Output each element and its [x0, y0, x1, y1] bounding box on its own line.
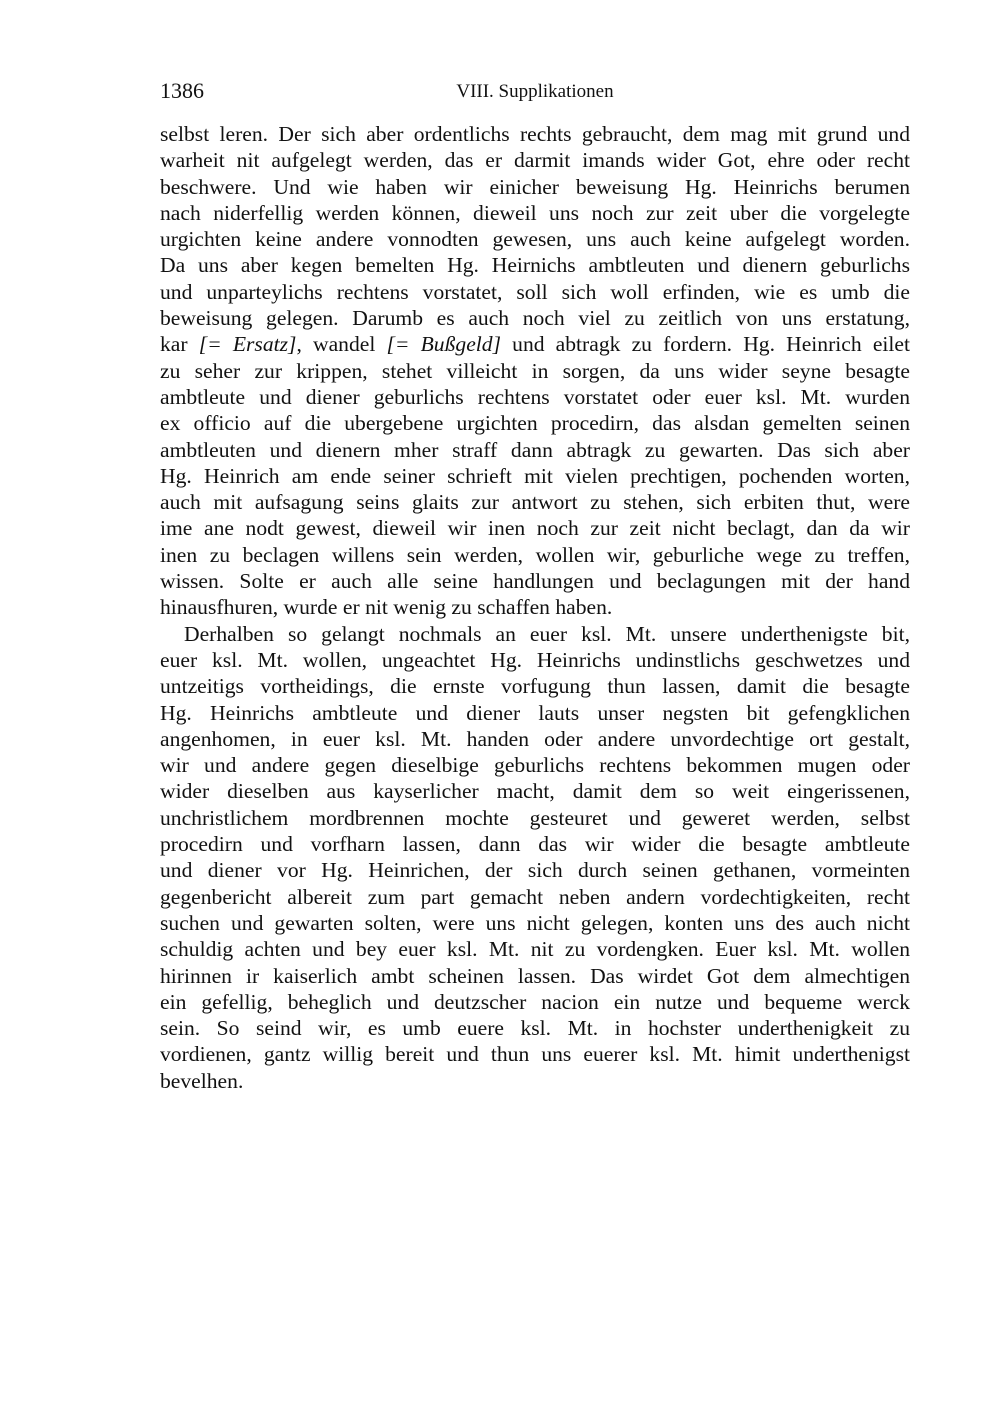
text-line: ein gefellig, beheglich und deutzscher nacion ein nutze und bequeme werck [160, 989, 910, 1014]
text-line: nach niderfellig werden können, dieweil uns noch zur zeit uber die vorgelegte [160, 200, 910, 225]
text-line: schuldig achten und bey euer ksl. Mt. nit zu vordengken. Euer ksl. Mt. wollen [160, 937, 910, 962]
text-line: procedirn und vorfharn lassen, dann das wir wider die besagte ambtleute [160, 832, 910, 857]
body-text [160, 121, 910, 1094]
page-header [160, 78, 910, 108]
running-title: VIII. Supplikationen [456, 81, 614, 102]
text-line: warheit nit aufgelegt werden, das er darmit imands wider Got, ehre oder recht [160, 148, 910, 173]
text-line: inen zu beclagen willens sein werden, wollen wir, geburliche wege zu treffen, [160, 542, 910, 567]
text-line: wir und andere gegen dieselbige geburlichs rechtens bekommen mugen oder [160, 753, 910, 778]
text-line: untzeitigs vortheidings, die ernste vorfugung thun lassen, damit die besagte [160, 674, 910, 699]
text-line: wider dieselben aus kayserlicher macht, damit dem so weit eingerissenen, [160, 779, 910, 804]
paragraph [160, 621, 910, 1094]
text-line: ime ane nodt gewest, dieweil wir inen noch zur zeit nicht beclagt, dan da wir [160, 516, 910, 541]
text-line: suchen und gewarten solten, were uns nicht gelegen, konten uns des auch nicht [160, 910, 910, 935]
text-line: ambtleuten und dienern mher straff dann abtragk zu gewarten. Das sich aber [160, 437, 910, 462]
paragraph [160, 121, 910, 621]
text-line: selbst leren. Der sich aber ordentlichs rechts gebraucht, dem mag mit grund und [160, 122, 910, 146]
text-line: auch mit aufsagung seins glaits zur antwort zu stehen, sich erbiten thut, were [160, 490, 910, 515]
text-line: urgichten keine andere vonnodten gewesen, uns auch keine aufgelegt worden. [160, 227, 910, 252]
text-line: zu seher zur krippen, stehet villeicht in sorgen, da uns wider seyne besagte [160, 358, 910, 383]
text-line: ambtleute und diener geburlichs rechtens vorstatet oder euer ksl. Mt. wurden [160, 384, 910, 409]
text-line: hinausfhuren, wurde er nit wenig zu schaffen haben. [160, 595, 613, 620]
text-line: hirinnen ir kaiserlich ambt scheinen lassen. Das wirdet Got dem almechtigen [160, 963, 910, 988]
text-line: gegenbericht albereit zum part gemacht neben andern vordechtigkeiten, recht [160, 884, 910, 909]
editorial-note: [= Ersatz] [198, 332, 297, 357]
text-line: beschwere. Und wie haben wir einicher beweisung Hg. Heinrichs berumen [160, 174, 910, 199]
text-line: euer ksl. Mt. wollen, ungeachtet Hg. Heinrichs undinstlichs geschwetzes und [160, 647, 910, 672]
text-line: beweisung gelegen. Darumb es auch noch viel zu zeitlich von uns erstatung, [160, 306, 910, 331]
text-segment: und abtragk zu fordern. Hg. Heinrich eilet [501, 332, 910, 357]
text-segment: kar [160, 332, 199, 357]
text-line: und unparteylichs rechtens vorstatet, soll sich woll erfinden, wie es umb die [160, 279, 910, 304]
text-line: sein. So seind wir, es umb euere ksl. Mt. in hochster underthenigkeit zu [160, 1016, 910, 1041]
text-line: Hg. Heinrich am ende seiner schrieft mit vielen prechtigen, pochenden worten, [160, 463, 910, 488]
text-line: Da uns aber kegen bemelten Hg. Heirnichs ambtleuten und dienern geburlichs [160, 253, 910, 278]
text-line: vordienen, gantz willig bereit und thun uns euerer ksl. Mt. himit underthenigst [160, 1042, 910, 1067]
text-line: angenhomen, in euer ksl. Mt. handen oder andere unvordechtige ort gestalt, [160, 726, 910, 751]
page-number: 1386 [160, 78, 204, 103]
text-segment: , wandel [296, 332, 387, 357]
editorial-note: [= Bußgeld] [386, 332, 501, 357]
text-line: ex officio auf die ubergebene urgichten procedirn, das alsdan gemelten seinen [160, 411, 910, 436]
text-line: und diener vor Hg. Heinrichen, der sich durch seinen gethanen, vormeinten [160, 858, 910, 883]
text-line: Hg. Heinrichs ambtleute und diener lauts unser negsten bit gefengklichen [160, 700, 910, 725]
text-line: bevelhen. [160, 1068, 244, 1093]
text-line [160, 331, 910, 357]
text-line: unchristlichem mordbrennen mochte gesteuret und geweret werden, selbst [160, 805, 910, 830]
text-line: Derhalben so gelangt nochmals an euer ksl. Mt. unsere underthenigste bit, [184, 621, 910, 646]
text-line: wissen. Solte er auch alle seine handlungen und beclagungen mit der hand [160, 569, 910, 594]
